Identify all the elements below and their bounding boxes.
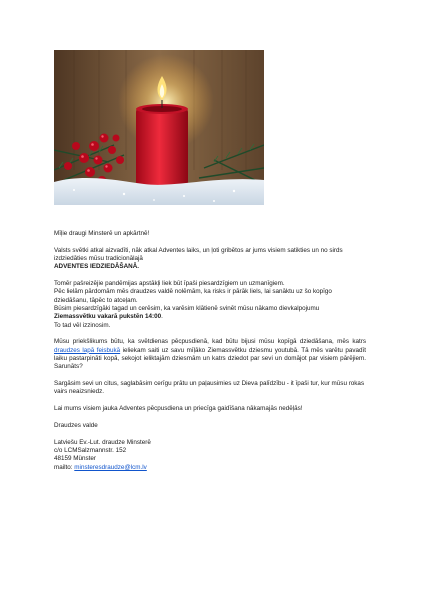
letter-body (54, 230, 366, 472)
candle-icon (54, 50, 264, 205)
cancellation-line-1: Tomēr pašreizējie pandēmijas apstākļi liek būt īpaši piesardzīgiem un uzmanīgiem. (54, 280, 285, 288)
cancellation-line-2: Pēc lielām pārdomām mēs draudzes valdē nolēmām, ka risks ir pārāk liels, lai sanāktu uz šo kopīgo dziedāšanu, tāpēc to atceļam. (54, 288, 332, 304)
address-org: Latviešu Ev.-Lut. draudze Minsterē (54, 438, 151, 446)
candle-photo (54, 50, 264, 205)
cancellation-line-5: To tad vēl izzinosim. (54, 321, 111, 329)
event-title: ADVENTES IEDZIEDĀŠANĀ. (54, 263, 140, 271)
facebook-page-link[interactable]: draudzes lapā feisbukā (54, 346, 121, 354)
mail-label: mailto: (54, 463, 75, 471)
intro-paragraph (54, 247, 366, 272)
signoff: Draudzes valde (54, 422, 98, 430)
service-time-end: . (161, 313, 163, 321)
wishes-paragraph: Lai mums visiem jauka Adventes pēcpusdiena un priecīga gaidīšana nākamajās nedēļās! (54, 405, 303, 413)
cancellation-line-3: Būsim piesardzīgāki tagad un cerēsim, ka varēsim klātienē svinēt mūsu nākamo dievkalpojumu (54, 305, 320, 313)
proposal-text-end: ieliekam saiti uz savu mīļāko Ziemassvētku dziesmu youtubā. Tā mēs varētu pavadīt laiku pastarpināti kopā, sekojot ieliktajām dziesmām un katrs dziedot par sevi un domājot par visiem pārējiem. Sarunāts? (54, 346, 366, 371)
address-block (54, 439, 366, 472)
proposal-text-start: Mūsu priekšlikums būtu, ka svētdienas pēcpusdienā, kad būtu bijusi mūsu kopīgā dziedāšana, mēs katrs (54, 338, 366, 346)
address-city: 48159 Münster (54, 455, 97, 463)
greeting: Mīļie draugi Minsterē un apkārtnē! (54, 230, 150, 237)
proposal-paragraph (54, 338, 366, 371)
address-street: c/o LCMSalzmannstr. 152 (54, 447, 127, 455)
service-time: Ziemassvētku vakarā pukstēn 14:00 (54, 313, 162, 321)
blessing-paragraph: Sargāsim sevi un citus, saglabāsim cerīgu prātu un paļausimies uz Dieva palīdzību - it īpaši tur, kur mūsu rokas vairs neaizsniedz. (54, 380, 365, 396)
email-link[interactable]: minsteresdraudze@lcm.lv (74, 463, 147, 471)
intro-text: Valsts svētki atkal aizvadīti, nāk atkal Adventes laiks, un ļoti gribētos ar jums visiem satikties un no sirds izdziedāties mūsu tradicionālajā (54, 246, 343, 263)
cancellation-paragraph (54, 280, 366, 330)
